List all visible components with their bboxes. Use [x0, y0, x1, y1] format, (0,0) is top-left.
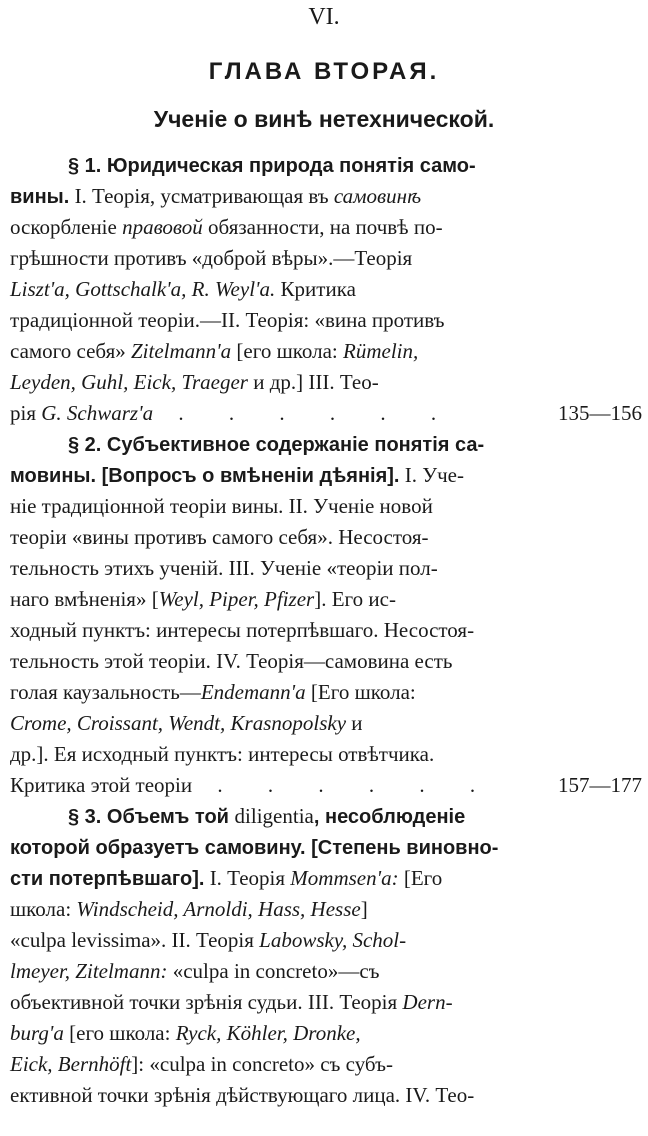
text-run: G. Schwarz'a: [41, 401, 154, 425]
toc-line-text: [10, 522, 429, 553]
text-run: голая каузальность—: [10, 680, 201, 704]
text-run: [его школа:: [63, 1021, 176, 1045]
text-run: Weyl, Piper, Pfizer: [158, 587, 315, 611]
toc-line-text: [10, 708, 363, 739]
toc-line: [10, 956, 510, 987]
toc-line: [10, 212, 510, 243]
section-1-page-range: 135—156: [558, 401, 642, 425]
text-run: и: [346, 711, 363, 735]
text-run: Leyden, Guhl, Eick, Traeger: [10, 370, 248, 394]
toc-line: [10, 460, 510, 491]
text-run: правовой: [122, 215, 203, 239]
text-run: ]: «culpa in concreto» съ субъ-: [131, 1052, 393, 1076]
toc-line: [10, 739, 510, 770]
toc-line-text: [10, 367, 379, 398]
text-run: ]: [360, 897, 368, 921]
toc-line: [10, 243, 510, 274]
text-run: оскорбленіе: [10, 215, 123, 239]
text-run: ]. Его ис-: [314, 587, 396, 611]
text-run: Liszt'a, Gottschalk'a, R. Weyl'a.: [10, 277, 276, 301]
toc-line-text: [10, 584, 396, 615]
text-run: теоріи «вины противъ самого себя». Несостоя-: [10, 525, 429, 549]
text-run: рія: [10, 401, 42, 425]
leader-dots: . . . . . .: [153, 401, 457, 425]
toc-line: [10, 491, 510, 522]
text-run: Zitelmann'a: [131, 339, 232, 363]
chapter-subtitle: Ученіе о винѣ нетехнической.: [153, 106, 495, 132]
toc-line-text: [10, 1080, 474, 1111]
toc-line-text: [10, 925, 406, 956]
toc-line-text: [68, 801, 465, 832]
toc-line: [10, 801, 510, 832]
toc-line-text: [10, 987, 453, 1018]
text-run: Endemann'a: [200, 680, 306, 704]
text-run: самовинѣ: [333, 184, 422, 208]
text-run: традиціонной теоріи.—II. Теорія: «вина противъ: [10, 308, 445, 332]
toc-line-text: [10, 646, 452, 677]
toc-line: [10, 181, 510, 212]
text-run: тельность этой теоріи. IV. Теорія—самовина есть: [10, 649, 453, 673]
text-run: и др.] III. Тео-: [247, 370, 379, 394]
toc-line-text: [10, 1049, 393, 1080]
toc-line: [10, 987, 510, 1018]
toc-line: [10, 925, 510, 956]
text-run: «culpa levissima». II. Теорія: [10, 928, 260, 952]
text-run: Rümelin,: [343, 339, 419, 363]
text-run: Crome, Croissant, Wendt, Krasnopolsky: [10, 711, 347, 735]
toc-line-text: [10, 677, 416, 708]
toc-line-text: [10, 894, 368, 925]
text-run: ніе традиціонной теоріи вины. II. Ученіе новой: [10, 494, 433, 518]
text-run: «culpa in concreto»—съ: [167, 959, 380, 983]
page-number: VI.: [308, 4, 340, 30]
text-run: ективной точки зрѣнія дѣйствующаго лица. IV. Тео-: [10, 1083, 475, 1107]
text-run: diligentia: [234, 804, 314, 828]
toc-line: [10, 336, 510, 367]
toc-line: [10, 832, 510, 863]
toc-line: [10, 646, 510, 677]
toc-line: [10, 305, 510, 336]
text-run: грѣшности противъ «доброй вѣры».—Теорія: [10, 246, 413, 270]
toc-line-text: [10, 832, 498, 863]
text-run: Критика этой теоріи: [10, 773, 193, 797]
text-run: [Его школа:: [305, 680, 416, 704]
chapter-title: ГЛАВА ВТОРАЯ.: [208, 58, 440, 85]
toc-line-text: [10, 1018, 361, 1049]
text-run: [его школа:: [231, 339, 343, 363]
text-run: Ryck, Köhler, Dronke,: [175, 1021, 361, 1045]
toc-body: [10, 150, 510, 1111]
section-1-page-range-row: [0, 398, 648, 429]
toc-line-text: [10, 863, 442, 894]
toc-line-text: [68, 429, 484, 460]
toc-line-text: [10, 491, 433, 522]
text-run: мовины. [Вопросъ о вмѣненіи дѣянія].: [10, 465, 400, 487]
toc-line: [10, 1018, 510, 1049]
text-run: наго вмѣненія» [: [10, 587, 159, 611]
toc-line: [10, 863, 510, 894]
text-run: lmeyer, Zitelmann:: [10, 959, 168, 983]
text-run: школа:: [10, 897, 77, 921]
text-run: I. Теорія, усматривающая въ: [69, 184, 334, 208]
toc-line: [10, 274, 510, 305]
toc-line: [10, 429, 510, 460]
toc-line: [10, 553, 510, 584]
text-run: Windscheid, Arnoldi, Hass, Hesse: [76, 897, 361, 921]
toc-line: [10, 150, 510, 181]
text-run: burg'a: [10, 1021, 64, 1045]
toc-line: [10, 894, 510, 925]
section-2-page-range-row: [0, 770, 648, 801]
text-run: [Его: [398, 866, 443, 890]
text-run: сти потерпѣвшаго].: [10, 868, 205, 890]
toc-line-text: [10, 305, 445, 336]
text-run: др.]. Ея исходный пунктъ: интересы отвѣтчика.: [10, 742, 435, 766]
text-run: Labowsky, Schol-: [259, 928, 407, 952]
text-run: объективной точки зрѣнія судьи. III. Теорія: [10, 990, 403, 1014]
text-run: § 1. Юридическая природа понятія само-: [68, 155, 476, 177]
toc-line: [10, 708, 510, 739]
toc-line: [10, 615, 510, 646]
toc-line-text: [10, 212, 443, 243]
text-run: I. Уче-: [399, 463, 464, 487]
text-run: тельность этихъ ученій. III. Ученіе «теоріи пол-: [10, 556, 438, 580]
toc-line: [10, 367, 510, 398]
text-run: Mommsen'a:: [290, 866, 399, 890]
text-run: ходный пунктъ: интересы потерпѣвшаго. Несостоя-: [10, 618, 475, 642]
text-run: Eick, Bernhöft: [10, 1052, 132, 1076]
leader-dots: . . . . . .: [192, 773, 496, 797]
text-run: Dern-: [402, 990, 453, 1014]
text-run: которой образуетъ самовину. [Степень виновно-: [10, 837, 499, 859]
toc-line-text: [10, 336, 418, 367]
toc-line-text: [10, 615, 474, 646]
toc-line-text: [10, 739, 434, 770]
toc-line: [10, 677, 510, 708]
toc-line-text: [68, 150, 476, 181]
text-run: § 3. Объемъ той: [68, 806, 235, 828]
toc-line-text: [10, 460, 464, 491]
toc-line-text: [10, 243, 412, 274]
toc-line: [10, 522, 510, 553]
toc-line: [10, 584, 510, 615]
toc-line-text: [10, 553, 438, 584]
toc-line-text: [10, 181, 421, 212]
toc-line: [10, 1080, 510, 1111]
text-run: , несоблюденіе: [313, 806, 466, 828]
text-run: самого себя»: [10, 339, 131, 363]
toc-line-text: [10, 956, 380, 987]
text-run: вины.: [10, 186, 70, 208]
toc-line-text: [10, 274, 356, 305]
toc-line: [10, 1049, 510, 1080]
text-run: § 2. Субъективное содержаніе понятія са-: [68, 434, 485, 456]
text-run: Критика: [275, 277, 356, 301]
text-run: обязанности, на почвѣ по-: [202, 215, 443, 239]
section-2-page-range: 157—177: [558, 773, 642, 797]
text-run: I. Теорія: [204, 866, 291, 890]
